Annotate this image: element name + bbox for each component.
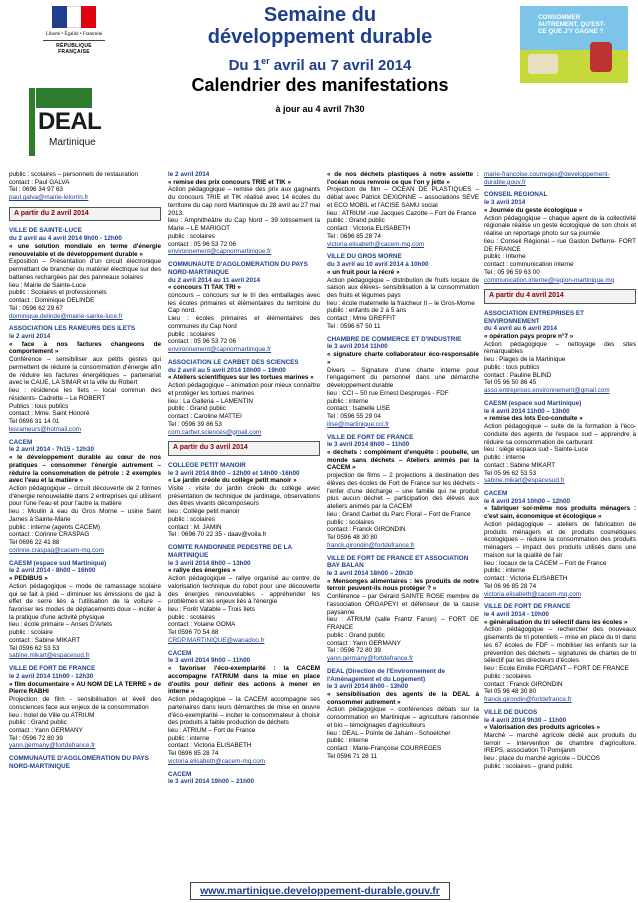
event-detail: contact : Franck GIRONDIN	[327, 526, 406, 534]
event-detail: contact : Yann GERMANY	[327, 639, 401, 647]
event-detail: contact : Mme GREFFIT	[327, 315, 396, 323]
event-detail: Tel : 0696 34 97 63	[9, 186, 63, 194]
event-detail: public : interne	[327, 737, 369, 745]
event-heading: CACEM	[168, 770, 192, 778]
event-detail: Action pédagogique – la CACEM accompagne ses partenaires dans leurs démarches de mise en œuvre d'éco-exemplarité – inciter le consommateur à choisir des produits à faible production de déchets	[168, 696, 320, 727]
event-email-link[interactable]: communication.interne@region-martinique.mq	[484, 276, 615, 284]
event-detail: lieu : siège espace sud - Sainte-Luce	[484, 446, 589, 454]
event-title: « concours TI TAK TRI »	[168, 284, 241, 292]
event-heading: le 4 avril 2014 - 10h00	[484, 610, 549, 618]
deal-logo-band	[36, 88, 92, 108]
event-entry	[484, 191, 636, 284]
event-detail: Tel 0696 22 41 88	[9, 539, 60, 547]
event-entry	[327, 668, 479, 761]
event-detail: Action pédagogique – conférences débats sur la consommation en Martinique – agriculture raisonnée et bio – témoignages d'agriculteurs	[327, 706, 479, 729]
column-1	[9, 171, 161, 776]
event-title: « PEDIBUS »	[9, 575, 48, 583]
poster-object-left	[528, 54, 558, 74]
event-email-link[interactable]: franck.girondin@fortdefrance.fr	[484, 696, 572, 704]
event-entry	[327, 555, 479, 663]
event-heading: le 3 avril 2014 8h00 – 11h00	[327, 441, 410, 449]
event-detail: public : interne	[327, 397, 369, 405]
event-detail: lieu : CCI – 50 rue Ernest Desproges - FDF	[327, 389, 449, 397]
event-heading: le 4 avril 2014 9h30 – 11h00	[484, 716, 567, 724]
event-heading: le 2 avril 2014 11h00 - 12h30	[9, 672, 94, 680]
event-detail: contact : Dominique DELINDE	[9, 297, 95, 305]
event-email-link[interactable]: environnement@capnormartinique.fr	[168, 346, 272, 354]
event-detail: public : scolaires	[484, 672, 531, 680]
event-email-link[interactable]: corinne.craspag@cacem-mq.com	[9, 546, 104, 554]
event-detail: lieu : locaux de la CACEM – Fort de France	[484, 559, 607, 567]
event-title: « Mensonges alimentaires : les produits de notre terroir peuvent-ils nous protéger ? »	[327, 577, 479, 593]
event-entry	[484, 603, 636, 704]
event-detail: Conférence – par Gérard SAINTE ROSE membre de l'association ORGAPEYI et défenseur de la cause paysanne	[327, 593, 479, 616]
event-detail: public : Interne	[484, 253, 526, 261]
event-detail: public : scolaires	[168, 515, 215, 523]
event-detail: Tel 0596 71 28 11	[327, 752, 377, 760]
event-detail: Tel : 05 96 59 63 00	[484, 268, 540, 276]
event-heading: CONSEIL REGIONAL	[484, 191, 548, 199]
event-detail: Conférence – sensibiliser aux petits gestes qui permettent de réduire la consommation d'énergie afin de réduire les factures énergétiques – partenariat avec le CAUE, LA SIMAR et la ville du Robert	[9, 356, 161, 387]
event-detail: lieu : hotel de Ville ou ATRIUM	[9, 711, 95, 719]
event-title: « déchets : complément d'enquête : poubelle, un monde sans déchets – Ateliers animés par la CACEM »	[327, 448, 479, 472]
event-heading: le 3 avril 2014 18h00 – 20h30	[327, 569, 414, 577]
event-title: « généralisation du tri sélectif dans les écoles »	[484, 618, 628, 626]
section-header: A partir du 3 avril 2014	[168, 441, 320, 456]
event-detail: Tel 06 96 85 28 74	[484, 582, 537, 590]
flag-white	[67, 6, 82, 28]
event-heading: ASSOCIATION LE CARBET DES SCIENCES	[168, 358, 299, 366]
event-entry	[484, 400, 636, 485]
event-detail: lieu : ATRIUM – Fort de France	[168, 727, 256, 734]
event-entry	[9, 560, 161, 661]
event-title: « Journée du geste écologique »	[484, 206, 583, 214]
event-heading: le 2 avril 2014 - 8h00 – 16h00	[9, 567, 96, 575]
event-email-link[interactable]: paul.galva@mairie-lelorrin.fr	[9, 194, 89, 202]
event-heading: le 3 avril 2014 11h00	[327, 343, 388, 351]
event-detail: contact : Sabine MIKART	[484, 461, 556, 469]
event-heading: le 3 avril 2014 9h00 – 11h00	[168, 657, 251, 665]
event-detail: Action pédagogique – suite de la formation à l'éco-conduite des agents de l'espace sud – apprendre à réduire sa consommation de carburant	[484, 423, 636, 446]
event-title: « rallye des énergies »	[168, 567, 236, 575]
event-detail: Action pédagogique – circuit découverte de 2 formes d'énergie renouvelable dans 2 entreprises qui utilisent pour l'une l'eau et pour l'autre la matière	[9, 484, 161, 508]
event-detail: public : enfants de 2 à 5 ans	[327, 307, 407, 315]
event-title: « remise des prix concours TRIE et TIK »	[168, 178, 292, 186]
event-detail: contact : 05 96 53 72 06	[168, 338, 237, 346]
event-detail: contact : Caroline MATTEI	[168, 413, 242, 421]
event-heading: le 3 avril 2014 8h00 – 12h00 et 14h00 -16h00	[168, 469, 300, 477]
event-detail: public : scolaires – grand public	[484, 762, 573, 770]
dates-sup: er	[261, 56, 270, 66]
event-detail: lieu : Amphithéâtre du Cap Nord – 39 lotissement la Marie – LE MARIGOT	[168, 217, 320, 233]
event-heading: VILLE DE FORT DE FRANCE ET ASSOCIATION BAY BALAN	[327, 554, 469, 570]
event-title: « une solution mondiale en terme d'énergie renouvelable et de développement durable »	[9, 242, 161, 258]
event-detail: lieu : ATRIUM -rue Jacques Cazotte – Fort de France	[327, 209, 477, 217]
event-detail: Tel : 0596 67 50 11	[327, 322, 381, 330]
event-detail: Tel 0696 85 28 74	[168, 750, 219, 758]
event-detail: Tel : 0596 72 80 39	[327, 647, 381, 655]
event-detail: Action pédagogique – chaque agent de la collectivité régionale réalise un geste écologique de son choix et réalise un reportage photo sur sa journée	[484, 214, 636, 238]
event-entry	[168, 771, 320, 786]
event-detail: contact : Victoria ELISABETH	[327, 225, 411, 233]
event-detail: Tel : 0596 55 29 04	[327, 413, 381, 421]
event-detail: public : scolaires	[168, 232, 215, 240]
event-detail: public : Grand public	[327, 217, 385, 225]
event-detail: lieu : école maternelle la fraicheur II – le Gros-Morne	[327, 299, 475, 307]
event-detail: concours – concours sur le tri des emballages avec les écoles primaires et élémentaires du territoire du Cap nord.	[168, 292, 320, 315]
event-detail: Tel : 0596 39 86 53	[168, 420, 222, 428]
event-email-link[interactable]: com.carbet.sciences@gmail.com	[168, 428, 262, 436]
event-detail: contact : M. JAMIN	[168, 523, 222, 531]
dates-suffix: avril au 7 avril 2014	[273, 57, 412, 74]
column-2	[168, 171, 320, 791]
event-detail: Tel : 0596 62 29 67	[9, 304, 63, 312]
event-detail: Action pédagogique – animation pour mieux connaître et protéger les tortues marines	[168, 382, 320, 397]
event-heading: VILLE DE FORT DE FRANCE	[9, 665, 96, 673]
event-email-link[interactable]: ilise@martinique.cci.fr	[327, 420, 390, 428]
event-detail: lieu : Mairie de Sainte-Luce	[9, 281, 86, 289]
french-flag-icon	[52, 6, 96, 28]
event-heading: le 4 avril 2014 10h00 – 12h00	[484, 497, 571, 505]
event-heading: du 2 avril 2014 au 11 avril 2014	[168, 276, 261, 284]
event-email-link[interactable]: victoria.elisabeth@cacem-mq.com	[168, 757, 266, 765]
event-heading: VILLE DE FORT DE FRANCE	[327, 433, 414, 441]
event-detail: contact : Marie-Françoise COURREGES	[327, 745, 442, 753]
republique-name: RÉPUBLIQUE FRANÇAISE	[43, 40, 105, 55]
campaign-poster-image	[520, 6, 628, 83]
event-detail: contact : Yann GERMANY	[9, 727, 83, 734]
event-detail: public : tous publics	[484, 363, 540, 371]
event-title: « un fruit pour la récré »	[327, 268, 400, 276]
column-3	[327, 171, 479, 766]
event-detail: Projection de film - sensibilisation et éveil des consciences face aux enjeux de la consommation	[9, 696, 161, 711]
page-subtitle: Calendrier des manifestations	[191, 75, 449, 95]
event-entry	[327, 434, 479, 550]
event-detail: Projection de film – OCEAN DE PLASTIQUES – débat avec Patrick DEXIONNE – associations SEVE et ECO MOBIL et l'ACISE SAMU social	[327, 186, 479, 209]
event-detail: Lieu : écoles primaires et élémentaires des communes du Cap Nord	[168, 315, 320, 330]
event-detail: lieu : ATRIUM (salle Frantz Fanon) – FORT DE FRANCE	[327, 616, 479, 632]
event-detail: Tel : 0596 72 80 39	[9, 734, 63, 742]
event-detail: Exposition – Présentation d'un circuit électronique permettant de brancher du matériel électrique sur des batteries rechargées par des panneaux solaires	[9, 258, 161, 281]
event-entry	[484, 310, 636, 395]
event-title: « film documentaire « AU NOM DE LA TERRE » de Pierre RABHI	[9, 680, 161, 696]
event-detail: public : interne	[484, 567, 526, 575]
event-entry	[168, 359, 320, 436]
event-entry	[9, 439, 161, 555]
event-heading: VILLE DU GROS MORNE	[327, 253, 402, 261]
event-email-link[interactable]: dominique.delinde@mairie-sainte-luce.fr	[9, 312, 123, 320]
event-detail: Action pédagogique – remise des prix aux gagnants du concours TRIE et TIK réalisé avec 14 écoles du territoire du cap nord Martinique du 28 avril au 27 mai 2013.	[168, 186, 320, 217]
event-detail: lieu : Plages de la Martinique	[484, 356, 566, 364]
event-heading: le 4 avril 2014 11h00 – 13h00	[484, 407, 570, 415]
title-dates	[140, 56, 500, 74]
event-detail: public : scolaires	[327, 518, 374, 526]
event-detail: lieu : DEAL – Pointe de Jaham - Schoelcher	[327, 729, 451, 737]
event-heading: le 2 avril 2014	[168, 171, 210, 178]
event-detail: public : interne	[168, 734, 210, 742]
event-detail: contact : Franck GIRONDIN	[484, 680, 563, 688]
event-detail: lieu : Ecole Emilie FORDANT – FORT DE FRANCE	[484, 665, 629, 673]
section-header: A partir du 2 avril 2014	[9, 207, 161, 222]
event-detail: Visite - visite du jardin créole du collège avec présentation de technique de jardinage, observations des êtres vivants décomposeurs	[168, 484, 320, 508]
event-title: « face à nos factures changeons de comportement »	[9, 340, 161, 356]
event-detail: lieu : place du marché agricole – DUCOS	[484, 755, 601, 763]
update-date: à jour au 4 avril 7h30	[275, 104, 365, 114]
event-heading: le 3 avril 2014 8h00 – 13h00	[168, 559, 251, 567]
event-entry	[484, 490, 636, 598]
event-detail: lieu : Conseil Régional – rue Gaston Defferre- FORT DE FRANCE	[484, 237, 636, 253]
event-entry	[327, 253, 479, 330]
footer-website-link[interactable]: www.martinique.developpement-durable.gouv.fr	[190, 882, 450, 900]
event-detail: public : scolaires	[168, 330, 215, 338]
event-title: « remise des lots Eco-conduite »	[484, 415, 583, 423]
event-email-link[interactable]: CRDP.MARTINIQUE@wanadoo.fr	[168, 636, 265, 644]
event-detail: public : Grand public	[327, 631, 385, 639]
event-entry	[9, 755, 161, 770]
event-detail: contact : Pauline BLIND	[484, 371, 552, 379]
event-detail: lieu : Collège petit manoir	[168, 508, 240, 516]
event-title: « sensibilisation des agents de la DEAL à consommer autrement »	[327, 691, 479, 706]
flag-blue	[52, 6, 67, 28]
event-title: « de nos déchets plastiques à notre assiette : l'océan nous renvoie ce que l'on y jette »	[327, 171, 479, 186]
event-heading: du 4 avril au 6 avril 2014	[484, 325, 557, 333]
event-detail: contact : Mme. Saint Honoré	[9, 410, 90, 418]
event-title: « favoriser l'éco-exemplarité : la CACEM accompagne l'ATRIUM dans la mise en place d'outils pour définir des actions à mener en interne »	[168, 665, 320, 696]
event-heading: VILLE DE DUCOS	[484, 708, 538, 716]
event-title: « signature charte collaborateur éco-responsable »	[327, 351, 479, 366]
dates-prefix: Du 1	[228, 57, 262, 74]
event-detail: contact : communication interne	[484, 261, 574, 269]
title-line2: développement durable	[207, 26, 433, 48]
event-heading: COMITE RANDONNEE PEDESTRE DE LA MARTINIQUE	[168, 544, 292, 559]
event-detail: Action pédagogique – ateliers de fabrication de produits ménagers et de produits cosmétiques écologiques – réduire la consommation des produits ménagers – impact des produits utilisés dans une maison sur la qualité de l'air	[484, 520, 636, 559]
event-heading: CHAMBRE DE COMMERCE ET D'INDUSTRIE	[327, 335, 462, 343]
event-entry	[484, 709, 636, 771]
event-detail: public : Grand public	[9, 719, 67, 727]
event-detail: Tel 0596 70 54 88	[168, 629, 219, 637]
event-detail: contact : Yolaine GOMA	[168, 621, 236, 629]
republique-francaise-logo	[29, 6, 119, 68]
event-detail: contact : Victoria ELISABETH	[168, 742, 252, 750]
deal-logo-region: Martinique	[49, 137, 96, 148]
title-line1: Semaine du	[263, 4, 377, 26]
event-detail: lieu : résidence les îlets – local commun des résidents- Cadrette – Le ROBERT	[9, 387, 161, 402]
event-detail: Action pédagogique – mode de ramassage scolaire qui se fait à pied – diminuer les émissions de gaz à effet de serre liés à l'utilisation de la voiture – favoriser les modes de déplacements doux – inciter à la pratique d'une activité physique	[9, 582, 161, 621]
event-heading: COMMUNAUTE D'AGGLOMERATION DU PAYS NORD-MARTINIQUE	[9, 755, 149, 770]
event-heading: du 2 avril au 4 avril 2014 9h00 - 12h00	[9, 235, 122, 243]
event-heading: le 2 avril 2014 - 7h15 - 12h30	[9, 446, 94, 454]
event-detail: Publics : tous publics	[9, 402, 69, 410]
event-detail: lieu : Grand Carbet du Parc Floral – Fort de France	[327, 510, 471, 518]
event-detail: public : interne	[484, 454, 526, 462]
event-heading: le 3 avril 2014 8h00 - 13h00	[327, 683, 409, 691]
event-title: « Ateliers scientifiques sur les tortues marines »	[168, 374, 314, 382]
event-entry	[327, 336, 479, 429]
event-detail: contact : Isabelle LISE	[327, 405, 391, 413]
event-detail: Action pédagogique – rallye organisé au centre de valorisation technique du robot pour une découverte des énergies renouvelables - appréhender les problèmes et les enjeux liés à l'énergie	[168, 575, 320, 606]
event-detail: public : scolaire	[9, 629, 53, 637]
event-detail: lieu : Moulin à eau du Gros Morne – usine Saint James à Sainte-Marie	[9, 508, 161, 523]
event-title: « Le jardin créole du collège petit manoir »	[168, 477, 297, 485]
column-4	[484, 171, 636, 776]
event-detail: Tel 05 96 62 53 53	[484, 469, 537, 477]
event-entry	[168, 462, 320, 539]
event-entry	[484, 171, 636, 186]
event-email-link[interactable]: victoria.elisabeth@cacem-mq.com	[484, 590, 582, 598]
event-detail: public : scolaires	[168, 613, 215, 621]
event-title: « le développement durable au cœur de nos pratiques – consommer l'énergie autrement – réduire la consommation de pétrole : 2 exemples avec l'eau et la matière »	[9, 454, 161, 485]
event-entry	[168, 650, 320, 766]
event-heading: CACEM	[484, 489, 508, 497]
event-detail: contact : Victoria ELISABETH	[484, 575, 568, 583]
event-title: « opération pays propre n°7 »	[484, 333, 574, 341]
event-detail: Tel : 0696 85 28 74	[327, 232, 381, 240]
page-header	[0, 0, 638, 170]
event-heading: le 3 avril 2014	[484, 199, 526, 207]
event-email-link[interactable]: yann.germany@fortdefrance.fr	[9, 742, 96, 750]
event-heading: le 3 avril 2014 19h00 – 21h00	[168, 778, 255, 786]
event-email-link[interactable]: yann.germany@fortdefrance.fr	[327, 655, 414, 663]
event-email-link[interactable]: franck.girondin@fortdefrance.fr	[327, 541, 415, 549]
poster-object-right	[590, 42, 612, 72]
event-entry	[168, 261, 320, 354]
event-heading: du 2 avril au 5 avril 2014 10h00 – 19h00	[168, 366, 286, 374]
deal-logo-bar	[29, 88, 35, 156]
event-entry	[9, 227, 161, 320]
event-detail: Action pédagogique – distribution de fruits locaux de saison aux élèves- sensibilisation à la consommation des fruits et légumes pays	[327, 276, 479, 300]
event-heading: DEAL (Direction de l'Environnement de l'Aménagement et du Logement)	[327, 667, 446, 683]
deal-logo-name: DEAL	[38, 108, 102, 135]
event-detail: Tel 05 96 48 30 80	[484, 688, 537, 696]
event-heading: VILLE DE SAINTE-LUCE	[9, 227, 82, 235]
event-detail: public : interne (agents CACEM)	[9, 523, 100, 531]
event-title: « Valorisation des produits agricoles »	[484, 724, 600, 732]
event-heading: COLLEGE PETIT MANOIR	[168, 461, 246, 469]
event-detail: contact : Paul GALVA	[9, 178, 70, 186]
event-email-link[interactable]: sabine.mikart@espacesud.fr	[9, 652, 90, 660]
event-detail: public : Grand public	[168, 405, 226, 413]
event-detail: lieu : école primaire – Anses D'Arlets	[9, 621, 113, 629]
flag-red	[81, 6, 96, 28]
event-detail: Tel : 0696 70 22 35 - daav@voila.fr	[168, 531, 267, 539]
event-detail: Divers – Signature d'une charte interne pour l'engagement du personnel dans une démarche développement durable	[327, 366, 479, 390]
event-detail: projection de films – 2 projections à destination des élèves des écoles de Fort de France sur les déchets - l'enfer d'une décharge – une famille qui ne produit plus aucun déchet – participation des élèves aux ateliers animés par la CACEM	[327, 472, 479, 511]
poster-text: CONSOMMER AUTREMENT, QU'EST-CE QUE J'Y GAGNE ?	[538, 14, 606, 36]
event-detail: Tel 0696 31 14 01	[9, 418, 60, 426]
event-email-link[interactable]: environnement@capnormartinique.fr	[168, 248, 272, 256]
event-detail: Marché – marché agricole dédié aux produits du terroir – intervention de chambre d'agriculture, IREPS, association TI Pomijanm	[484, 732, 636, 755]
event-heading: VILLE DE FORT DE FRANCE	[484, 603, 571, 611]
event-detail: Tel 0596 62 53 53	[9, 644, 60, 652]
event-detail: Action pédagogique – rechercher des nouveaux gisements de tri potentiels – mise en place du tri dans les 67 écoles de FDF – mobiliser les enfants sur la prévention des déchets – signatures de chartes de tri sélectif par les directeurs d'écoles	[484, 626, 636, 665]
event-detail: public : Scolaires et professionnels	[9, 289, 107, 297]
event-entry	[327, 171, 479, 248]
event-entry	[9, 325, 161, 433]
event-detail: public : scolaires – personnels de restauration	[9, 171, 139, 178]
event-heading: ASSOCIATION ENTREPRISES ET ENVIRONNEMENT	[484, 309, 584, 325]
event-heading: ASSOCIATION LES RAMEURS DES ILETS	[9, 325, 136, 333]
event-heading: CAESM (espace sud Martinique)	[9, 559, 107, 567]
event-detail: lieu : La Galleria – LAMENTIN	[168, 397, 253, 405]
event-heading: du 3 avril au 10 avril 2014 à 10h00	[327, 261, 429, 269]
event-entry	[9, 171, 161, 202]
event-heading: CACEM	[9, 438, 33, 446]
event-detail: contact : 05 96 53 72 06	[168, 240, 237, 248]
event-email-link[interactable]: victoria.elisabeth@cacem-mq.com	[327, 240, 425, 248]
event-entry	[168, 171, 320, 256]
event-detail: lieu : Forêt Vatable – Trois îlets	[168, 605, 255, 613]
republique-motto: Liberté • Égalité • Fraternité	[45, 32, 103, 37]
event-entry	[168, 544, 320, 645]
event-title: « fabriquer soi-même nos produits ménagers : c'est sain, économique et écologique »	[484, 505, 636, 521]
event-entry	[9, 665, 161, 750]
event-email-link[interactable]: lesrameurs@hotmail.com	[9, 425, 82, 433]
event-detail: contact : Sabine MIKART	[9, 636, 81, 644]
event-detail: Action pédagogique – nettoyage des sites remarquables	[484, 340, 636, 356]
event-heading: le 2 avril 2014	[9, 333, 51, 341]
deal-logo	[29, 88, 102, 156]
event-email-link[interactable]: marie-francoise.courreges@developpement-durable.gouv.fr	[484, 171, 610, 186]
event-heading: CACEM	[168, 649, 192, 657]
event-detail: Tel 05 96 50 86 45	[484, 379, 537, 387]
section-header: A partir du 4 avril 2014	[484, 289, 636, 304]
event-detail: contact : Corinne CRASPAG	[9, 531, 90, 539]
event-email-link[interactable]: sabine.mikart@espacesud.fr	[484, 477, 565, 485]
event-email-link[interactable]: asso.entreprises.environnement@gmail.com	[484, 387, 610, 395]
event-heading: COMMUNAUTE D'AGGLOMERATION DU PAYS NORD-MARTINIQUE	[168, 261, 308, 276]
event-detail: Tel 0596 48 30 80	[327, 534, 378, 542]
event-heading: CAESM (espace sud Martinique)	[484, 399, 582, 407]
